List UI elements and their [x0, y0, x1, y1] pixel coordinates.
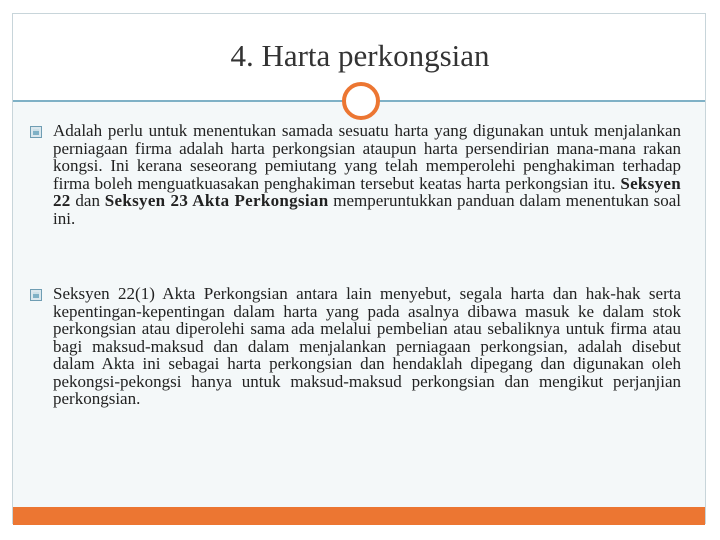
circle-ornament-icon: [342, 82, 380, 120]
bottom-accent-bar: [13, 507, 705, 525]
statute-reference: Seksyen 22: [53, 173, 681, 210]
checkbox-square-icon: [30, 126, 43, 139]
bullet-text-part: memperuntukkan panduan dalam menentukan soal ini.: [53, 191, 681, 228]
bullet-text: [53, 122, 681, 227]
checkbox-square-icon: [30, 289, 43, 302]
bullet-text-part: dan: [70, 191, 105, 210]
slide-title: 4. Harta perkongsian: [230, 38, 490, 73]
statute-reference: Seksyen 23 Akta Perkongsian: [104, 191, 329, 210]
bullet-text-part: Adalah perlu untuk menentukan samada sesuatu harta yang digunakan untuk menjalankan perniagaan firma adalah harta perkongsian ataupun harta persendirian mana-mana rakan kongsi. Ini kerana seseorang pemiutang yang telah memperolehi penghakiman terhadap firma boleh menguatkuasakan penghakiman tersebut keatas harta perkongsian itu.: [53, 121, 681, 193]
bullet-text: Seksyen 22(1) Akta Perkongsian antara lain menyebut, segala harta dan hak-hak serta kepentingan-kepentingan dalam harta yang pada asalnya dibawa masuk ke dalam stok perkongsian atau diperolehi sama ada melalui pembelian atau sebaliknya untuk firma atau bagi maksud-maksud dan dalam menjalankan perniagaan perkongsian, adalah disebut dalam Akta ini sebagai harta perkongsian dan hendaklah dipegang dan digunakan oleh pekongsi-pekongsi hanya untuk maksud-maksud perkongsian dan mengikut perjanjian perkongsian.: [53, 284, 681, 408]
